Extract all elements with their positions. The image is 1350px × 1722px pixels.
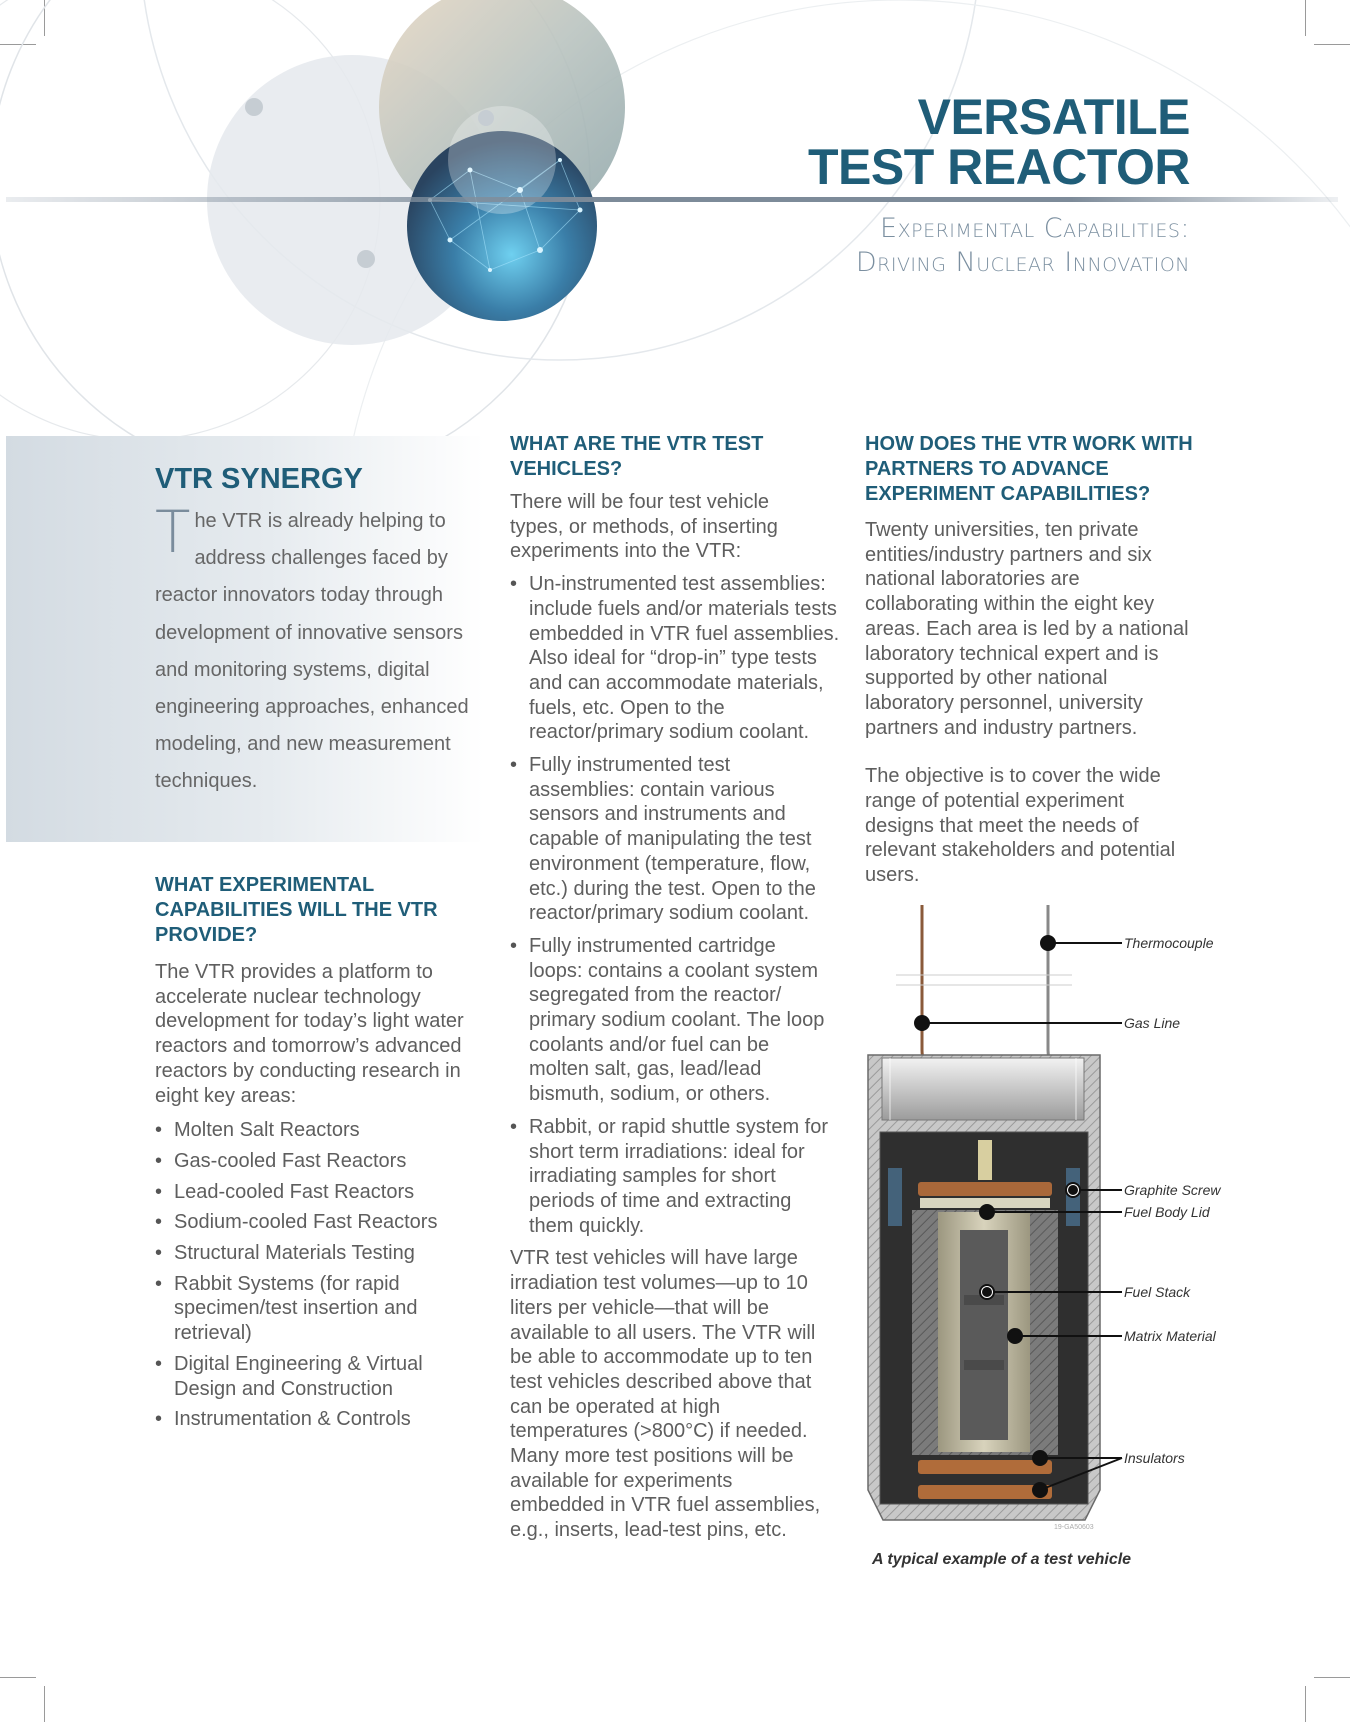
synergy-heading: VTR SYNERGY (155, 463, 363, 495)
bottom-insulator (918, 1460, 1052, 1474)
vehicles-heading: WHAT ARE THE VTR TEST VEHICLES? (510, 433, 764, 480)
key-areas-list (155, 1118, 485, 1432)
title-line: TEST REACTOR (808, 139, 1190, 195)
synergy-body: he VTR is already helping to address challenges faced by reactor innovators today through development of innovative sensors and monitoring systems, digital engineering approaches, enhanced modeling, and new measurement techniques. (155, 510, 469, 793)
synergy-text (155, 498, 475, 801)
crop-mark (1314, 1677, 1350, 1678)
list-item: • Structural Materials Testing (155, 1241, 485, 1266)
label-thermocouple: Thermocouple (1124, 935, 1214, 951)
list-item: • Molten Salt Reactors (155, 1118, 485, 1143)
drop-cap: T (155, 498, 191, 566)
subtitle-line: Driving Nuclear Innovation (855, 247, 1190, 278)
capabilities-section (155, 960, 485, 1432)
partners-section (865, 518, 1195, 888)
list-item: • Rabbit Systems (for rapid specimen/test insertion and retrieval) (155, 1272, 439, 1346)
page-subtitle (856, 212, 1190, 280)
list-item: • Instrumentation & Controls (155, 1407, 485, 1432)
vehicles-intro: There will be four test vehicle types, or methods, of inserting experiments into the VTR: (510, 491, 778, 563)
deco-dot (357, 250, 375, 268)
capabilities-heading: WHAT EXPERIMENTAL CAPABILITIES WILL THE VTR PROVIDE? (155, 874, 438, 946)
test-vehicle-diagram (860, 900, 1160, 1540)
label-matrix-material: Matrix Material (1124, 1328, 1216, 1344)
deco-dot (478, 110, 494, 126)
list-item: • Un-instrumented test assemblies: include fuels and/or materials tests embedded in VTR fuel assemblies. Also ideal for “drop-in” type tests and can accommodate materials, fuels, etc. Open to the reactor/primary sodium coolant. (510, 572, 845, 745)
vehicles-section (510, 490, 845, 1543)
figure-caption: A typical example of a test vehicle (872, 1551, 1132, 1568)
list-item: • Lead-cooled Fast Reactors (155, 1180, 485, 1205)
partners-para1: Twenty universities, ten private entities/industry partners and six national laboratories are collaborating within the eight key areas. Each area is led by a national laboratory technical expert and is supported by other national laboratory personnel, university partners and industry partners. (865, 519, 1189, 739)
label-fuel-body-lid: Fuel Body Lid (1124, 1204, 1210, 1220)
figure-id: 19-GA50603 (1054, 1524, 1094, 1531)
top-insulator (918, 1182, 1052, 1196)
label-fuel-stack: Fuel Stack (1124, 1284, 1191, 1300)
crop-mark (44, 1686, 45, 1722)
page-title (808, 89, 1190, 195)
deco-dot (245, 98, 263, 116)
label-gas-line: Gas Line (1124, 1015, 1181, 1031)
header-rule (6, 197, 1338, 202)
list-item: • Gas-cooled Fast Reactors (155, 1149, 485, 1174)
label-insulators: Insulators (1124, 1450, 1185, 1466)
subtitle-line: Experimental Capabilities: (880, 213, 1190, 244)
crop-mark (1305, 1686, 1306, 1722)
list-item: • Sodium-cooled Fast Reactors (155, 1210, 485, 1235)
partners-para2: The objective is to cover the wide range of potential experiment designs that meet the needs of relevant stakeholders and potential users. (865, 765, 1176, 887)
vehicle-types-list (510, 572, 845, 1238)
vehicles-closing: VTR test vehicles will have large irradiation test volumes—up to 10 liters per vehicle—that will be available to all users. The VTR will be able to accommodate up to ten test vehicles described above that can be operated at high temperatures (>800°C) if needed. Many more test positions will be available for experiments embedded in VTR fuel assemblies, e.g., inserts, lead-test pins, etc. (510, 1247, 821, 1542)
bottom-insulator (918, 1485, 1052, 1499)
crop-mark (0, 1677, 36, 1678)
capabilities-intro: The VTR provides a platform to accelerate nuclear technology development for today’s light water reactors and tomorrow’s advanced reactors by conducting research in eight key areas: (155, 961, 464, 1107)
fuel-stack (960, 1230, 1008, 1440)
list-item: • Fully instrumented cartridge loops: contains a coolant system segregated from the reactor/ primary sodium coolant. The loop coolants and/or fuel can be molten salt, gas, lead/lead bismuth, sodium, or others. (510, 934, 829, 1107)
label-graphite-screw: Graphite Screw (1124, 1182, 1221, 1198)
list-item: • Fully instrumented test assemblies: contain various sensors and instruments and capable of manipulating the test environment (temperature, flow, etc.) during the test. Open to the reactor/primary sodium coolant. (510, 753, 829, 926)
title-line: VERSATILE (917, 89, 1190, 145)
list-item: • Digital Engineering & Virtual Design and Construction (155, 1352, 449, 1401)
partners-heading: HOW DOES THE VTR WORK WITH PARTNERS TO ADVANCE EXPERIMENT CAPABILITIES? (865, 433, 1193, 505)
list-item: • Rabbit, or rapid shuttle system for short term irradiations: ideal for irradiating samples for short periods of time and extracting them quickly. (510, 1115, 829, 1239)
graphite-screw-left (888, 1168, 902, 1226)
center-plug (978, 1140, 992, 1180)
top-cap (882, 1058, 1084, 1120)
